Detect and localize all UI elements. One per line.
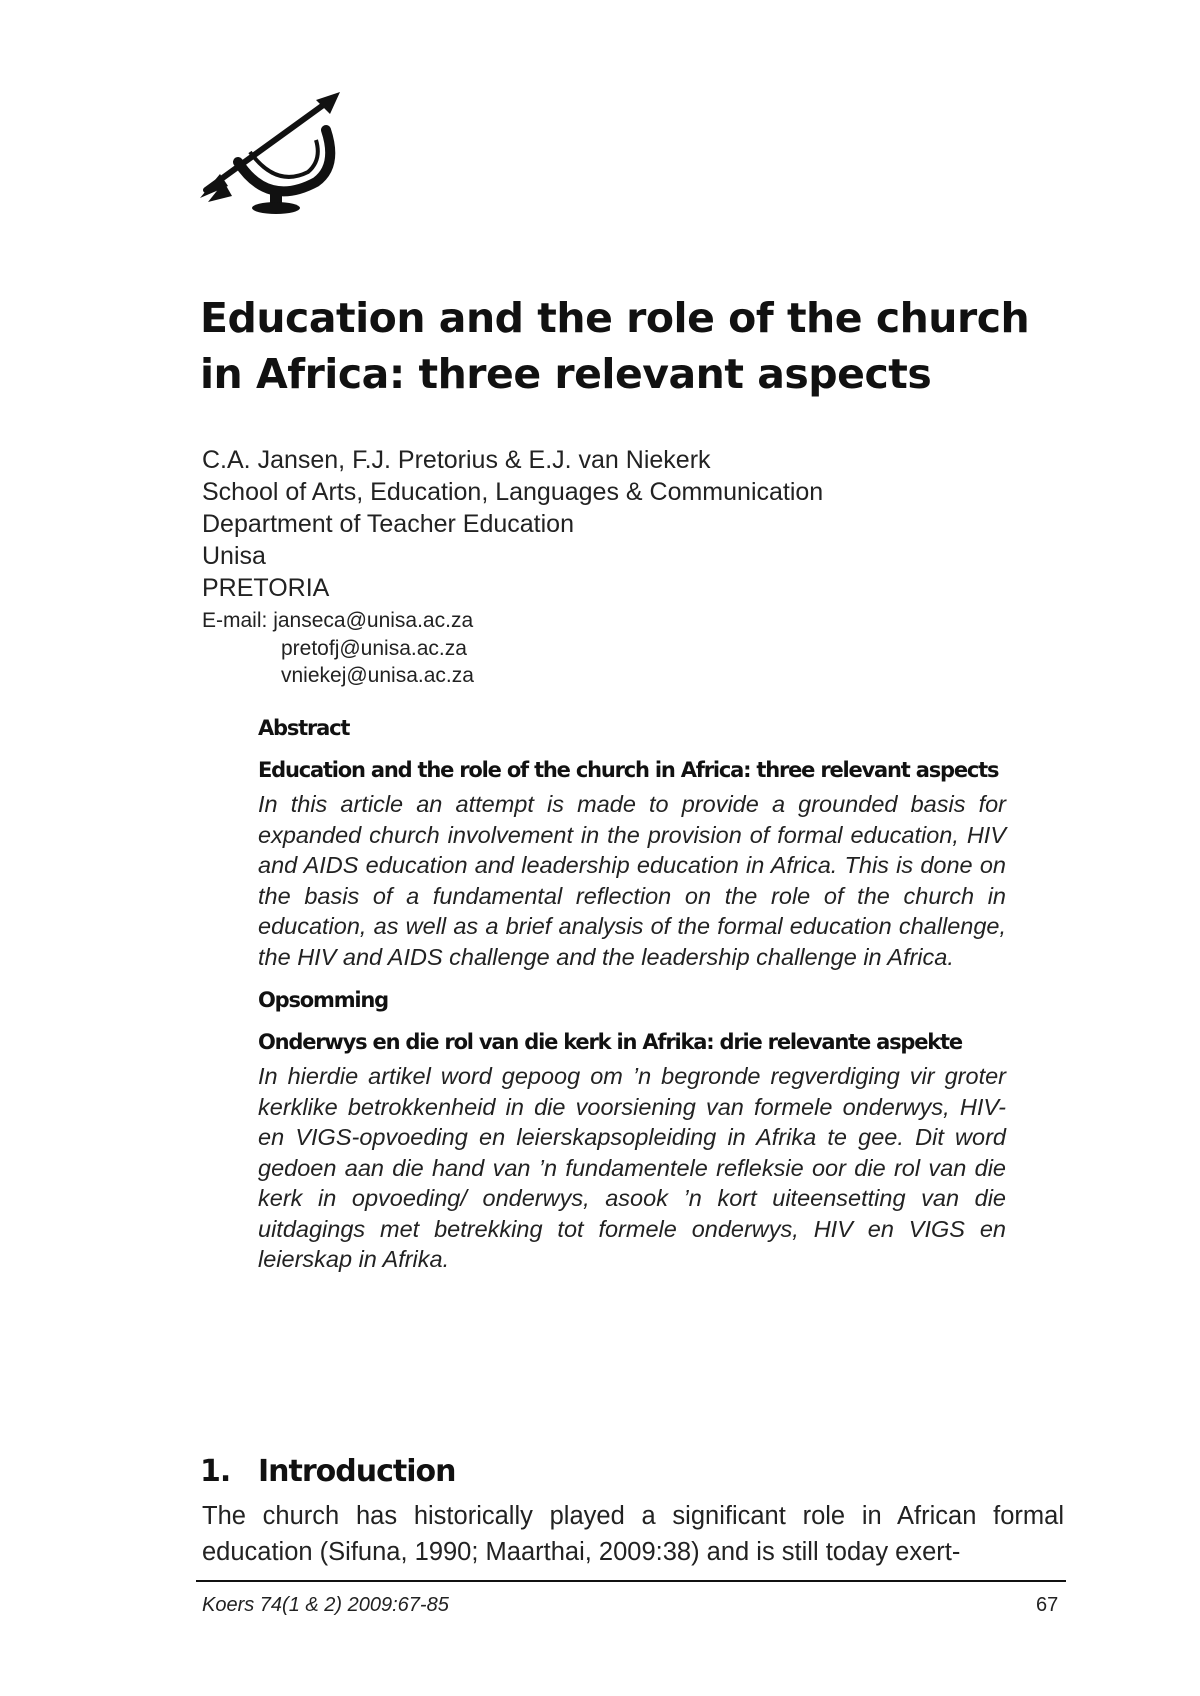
journal-citation: Koers 74(1 & 2) 2009:67-85	[202, 1594, 449, 1616]
school-name: School of Arts, Education, Languages & Communication	[202, 478, 824, 506]
university-name: Unisa	[202, 542, 266, 570]
email-address[interactable]: janseca@unisa.ac.za	[273, 609, 474, 632]
email-address[interactable]: pretofj@unisa.ac.za	[281, 636, 467, 660]
abstract-text: In this article an attempt is made to provide a grounded basis for expanded church involvement in the provision of formal education, HIV and AIDS education and leadership education in Africa. This is done on the basis of a fundamental reflection on the role of the church in education, as well as a brief analysis of the formal education challenge, the HIV and AIDS challenge and the leadership challenge in Africa.	[258, 791, 1006, 970]
email-address[interactable]: vniekej@unisa.ac.za	[281, 664, 474, 687]
author-names: C.A. Jansen, F.J. Pretorius & E.J. van Niekerk	[202, 446, 711, 474]
abstract-section	[258, 714, 1006, 1275]
introduction-text: The church has historically played a significant role in African formal education (Sifuna, 1990; Maarthai, 2009:38) and is still today exert-	[202, 1502, 1064, 1566]
opsomming-heading: Opsomming	[258, 988, 388, 1012]
abstract-subtitle: Education and the role of the church in Africa: three relevant aspects	[258, 758, 999, 782]
article-title: Education and the role of the church in Africa: three relevant aspects	[200, 294, 1030, 398]
footer-divider	[196, 1580, 1066, 1582]
opsomming-subtitle: Onderwys en die rol van die kerk in Afrika: drie relevante aspekte	[258, 1030, 962, 1054]
page-number: 67	[1036, 1594, 1059, 1616]
author-block	[202, 444, 1102, 604]
opsomming-text: In hierdie artikel word gepoog om ’n begronde regverdiging vir groter kerklike betrokkenheid in die voorsiening van formele onderwys, HIV- en VIGS-opvoeding en leierskapsopleiding in Afrika te gee. Dit word gedoen aan die hand van ’n fundamentele refleksie oor die rol van die kerk in opvoeding/ onderwys, asook ’n kort uiteensetting van die uitdagings met betrekking tot formele onderwys, HIV en VIGS en leierskap in Afrika.	[258, 1063, 1006, 1272]
email-label: E-mail:	[202, 609, 268, 632]
section-number: 1.	[200, 1454, 231, 1489]
section-title: Introduction	[258, 1454, 456, 1489]
city-name: PRETORIA	[202, 574, 330, 602]
journal-logo	[198, 90, 358, 220]
email-block	[202, 607, 474, 690]
introduction-heading	[200, 1452, 455, 1492]
abstract-heading: Abstract	[258, 716, 350, 740]
department-name: Department of Teacher Education	[202, 510, 574, 538]
